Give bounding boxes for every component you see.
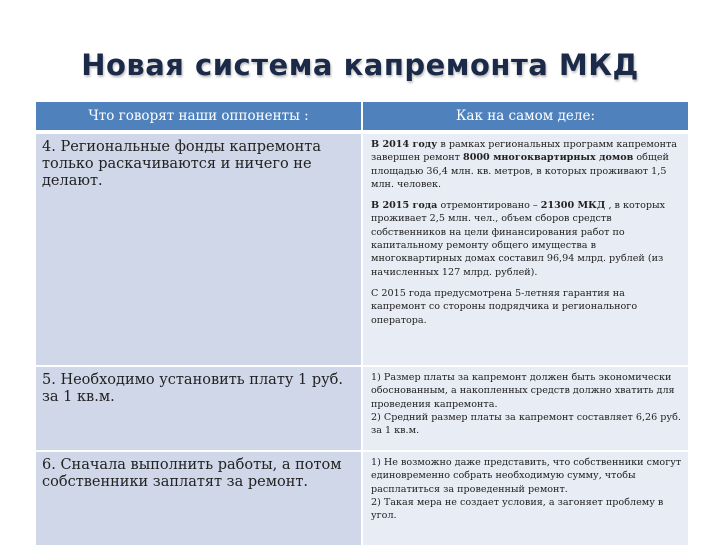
fact-paragraph: 2) Такая мера не создает условия, а загоняет проблему в угол.	[371, 496, 664, 522]
facts-cell	[363, 367, 688, 450]
fact-paragraph: 1) Размер платы за капремонт должен быть экономически обоснованным, а накопленных средств должно хватить для проведения капремонта.	[371, 372, 675, 410]
header-opponents: Что говорят наши оппоненты :	[36, 102, 361, 132]
table-row	[36, 452, 688, 545]
fact-paragraph: С 2015 года предусмотрена 5-летняя гарантия на капремонт со стороны подрядчика и регионального оператора.	[371, 287, 638, 326]
header-reality: Как на самом деле:	[363, 102, 688, 132]
table-row	[36, 134, 688, 365]
slide-title: Новая система капремонта МКД	[81, 48, 639, 82]
fact-paragraph: 2) Средний размер платы за капремонт составляет 6,26 руб. за 1 кв.м.	[371, 411, 681, 437]
table-header-row	[36, 102, 688, 132]
comparison-table	[34, 100, 690, 547]
table-row	[36, 367, 688, 450]
facts-cell	[363, 134, 688, 365]
fact-paragraph: 1) Не возможно даже представить, что собственники смогут единовременно собрать необходимую сумму, чтобы расплатиться за проведенный ремонт.	[371, 457, 682, 495]
claim-cell: 4. Региональные фонды капремонта только раскачиваются и ничего не делают.	[36, 134, 361, 365]
facts-cell	[363, 452, 688, 545]
claim-cell: 6. Сначала выполнить работы, а потом собственники заплатят за ремонт.	[36, 452, 361, 545]
fact-paragraph: В 2014 году в рамках региональных программ капремонта завершен ремонт 8000 многоквартирных домов общей площадью 36,4 млн. кв. метров, в которых проживают 1,5 млн. человек.	[371, 139, 678, 190]
fact-paragraph: В 2015 года отремонтировано – 21300 МКД , в которых проживает 2,5 млн. чел., объем сборов средств собственников на цели финансирования работ по капитальному ремонту общего имущества в многоквартирных домах составил 96,94 млрд. рублей (из начисленных 127 млрд. рублей).	[371, 200, 666, 278]
claim-cell: 5. Необходимо установить плату 1 руб. за 1 кв.м.	[36, 367, 361, 450]
